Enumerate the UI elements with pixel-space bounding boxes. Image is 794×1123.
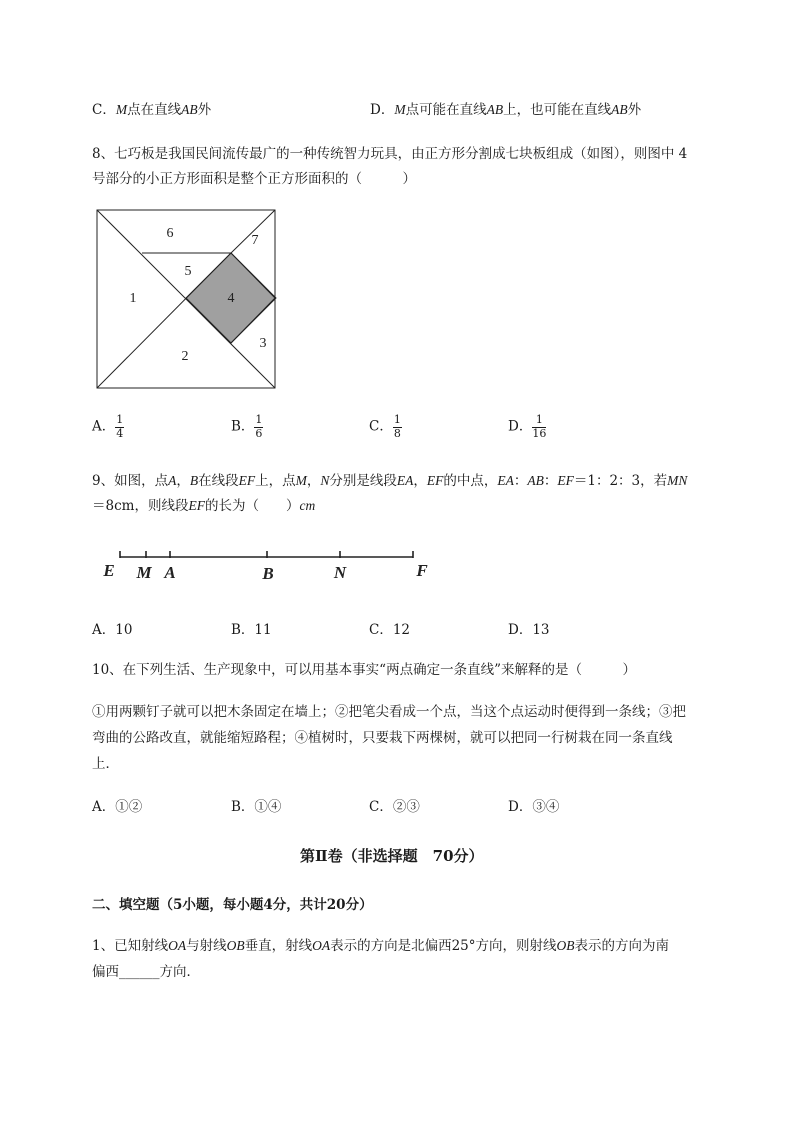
q10-body-line3: 上． xyxy=(92,756,119,772)
q7-option-c[interactable]: C．M点在直线AB外 xyxy=(92,102,212,118)
q10-body-line2: 弯曲的公路改直，就能缩短路程；④植树时，只要栽下两棵树，就可以把同一行树栽在同一条直线 xyxy=(92,730,673,746)
point-label-a: A xyxy=(164,563,176,582)
point-label-b: B xyxy=(262,564,274,583)
fraction: $\frac{1}{8}$ xyxy=(393,413,401,440)
q8-option-c[interactable]: C． $\frac{1}{8}$ xyxy=(369,413,401,440)
q10-stem: 10、在下列生活、生产现象中，可以用基本事实“两点确定一条直线”来解释的是（ ） xyxy=(92,662,636,678)
tangram-label-3: 3 xyxy=(259,336,267,351)
fill1-stem-line1: 1、已知射线OA与射线OB垂直，射线OA表示的方向是北偏西25°方向，则射线OB表示的方向为南 xyxy=(92,938,670,954)
q10-option-b[interactable]: B．①④ xyxy=(231,799,282,815)
q9-stem-line2: ＝8cm，则线段EF的长为（ ）cm xyxy=(92,498,316,514)
q8-stem-line1: 8、七巧板是我国民间流传最广的一种传统智力玩具，由正方形分割成七块板组成（如图），则图中 4 xyxy=(92,146,688,162)
q8-option-b[interactable]: B． $\frac{1}{6}$ xyxy=(231,413,263,440)
point-label-e: E xyxy=(103,561,115,580)
part2-title: 第Ⅱ卷（非选择题 70分） xyxy=(300,847,484,865)
point-label-m: M xyxy=(136,563,152,582)
q10-body-line1: ①用两颗钉子就可以把木条固定在墙上；②把笔尖看成一个点，当这个点运动时便得到一条线；③把 xyxy=(92,704,686,720)
q10-option-d[interactable]: D．③④ xyxy=(508,799,560,815)
q8-option-a[interactable]: A． $\frac{1}{4}$ xyxy=(92,413,124,440)
tangram-label-7: 7 xyxy=(251,233,259,248)
q7-option-d[interactable]: D．M点可能在直线AB上，也可能在直线AB外 xyxy=(370,102,642,118)
tangram-label-1: 1 xyxy=(129,291,137,306)
tangram-label-5: 5 xyxy=(184,264,192,279)
tangram-figure xyxy=(96,208,278,390)
tangram-label-6: 6 xyxy=(166,226,174,241)
segment-figure xyxy=(98,546,438,586)
q9-option-c[interactable]: C．12 xyxy=(369,622,411,638)
fraction: $\frac{1}{4}$ xyxy=(116,413,124,440)
fraction: $\frac{1}{6}$ xyxy=(255,413,263,440)
q9-option-a[interactable]: A．10 xyxy=(92,622,133,638)
fraction: $\frac{1}{16}$ xyxy=(532,413,547,440)
q9-option-b[interactable]: B．11 xyxy=(231,622,272,638)
point-label-f: F xyxy=(416,561,428,580)
fill1-stem-line2: 偏西______方向． xyxy=(92,964,200,980)
q9-stem-line1: 9、如图，点A，B在线段EF上，点M，N分别是线段EA，EF的中点，EA：AB：EF＝1：2：3，若MN xyxy=(92,473,688,489)
tangram-label-4: 4 xyxy=(227,291,235,306)
tangram-label-2: 2 xyxy=(181,349,189,364)
q9-option-d[interactable]: D．13 xyxy=(508,622,550,638)
point-label-n: N xyxy=(333,563,347,582)
q10-option-c[interactable]: C．②③ xyxy=(369,799,420,815)
q8-stem-line2: 号部分的小正方形面积是整个正方形面积的（ ） xyxy=(92,171,416,187)
q10-option-a[interactable]: A．①② xyxy=(92,799,143,815)
q8-option-d[interactable]: D． $\frac{1}{16}$ xyxy=(508,413,547,440)
section-heading: 二、填空题（5小题，每小题4分，共计20分） xyxy=(92,897,373,913)
